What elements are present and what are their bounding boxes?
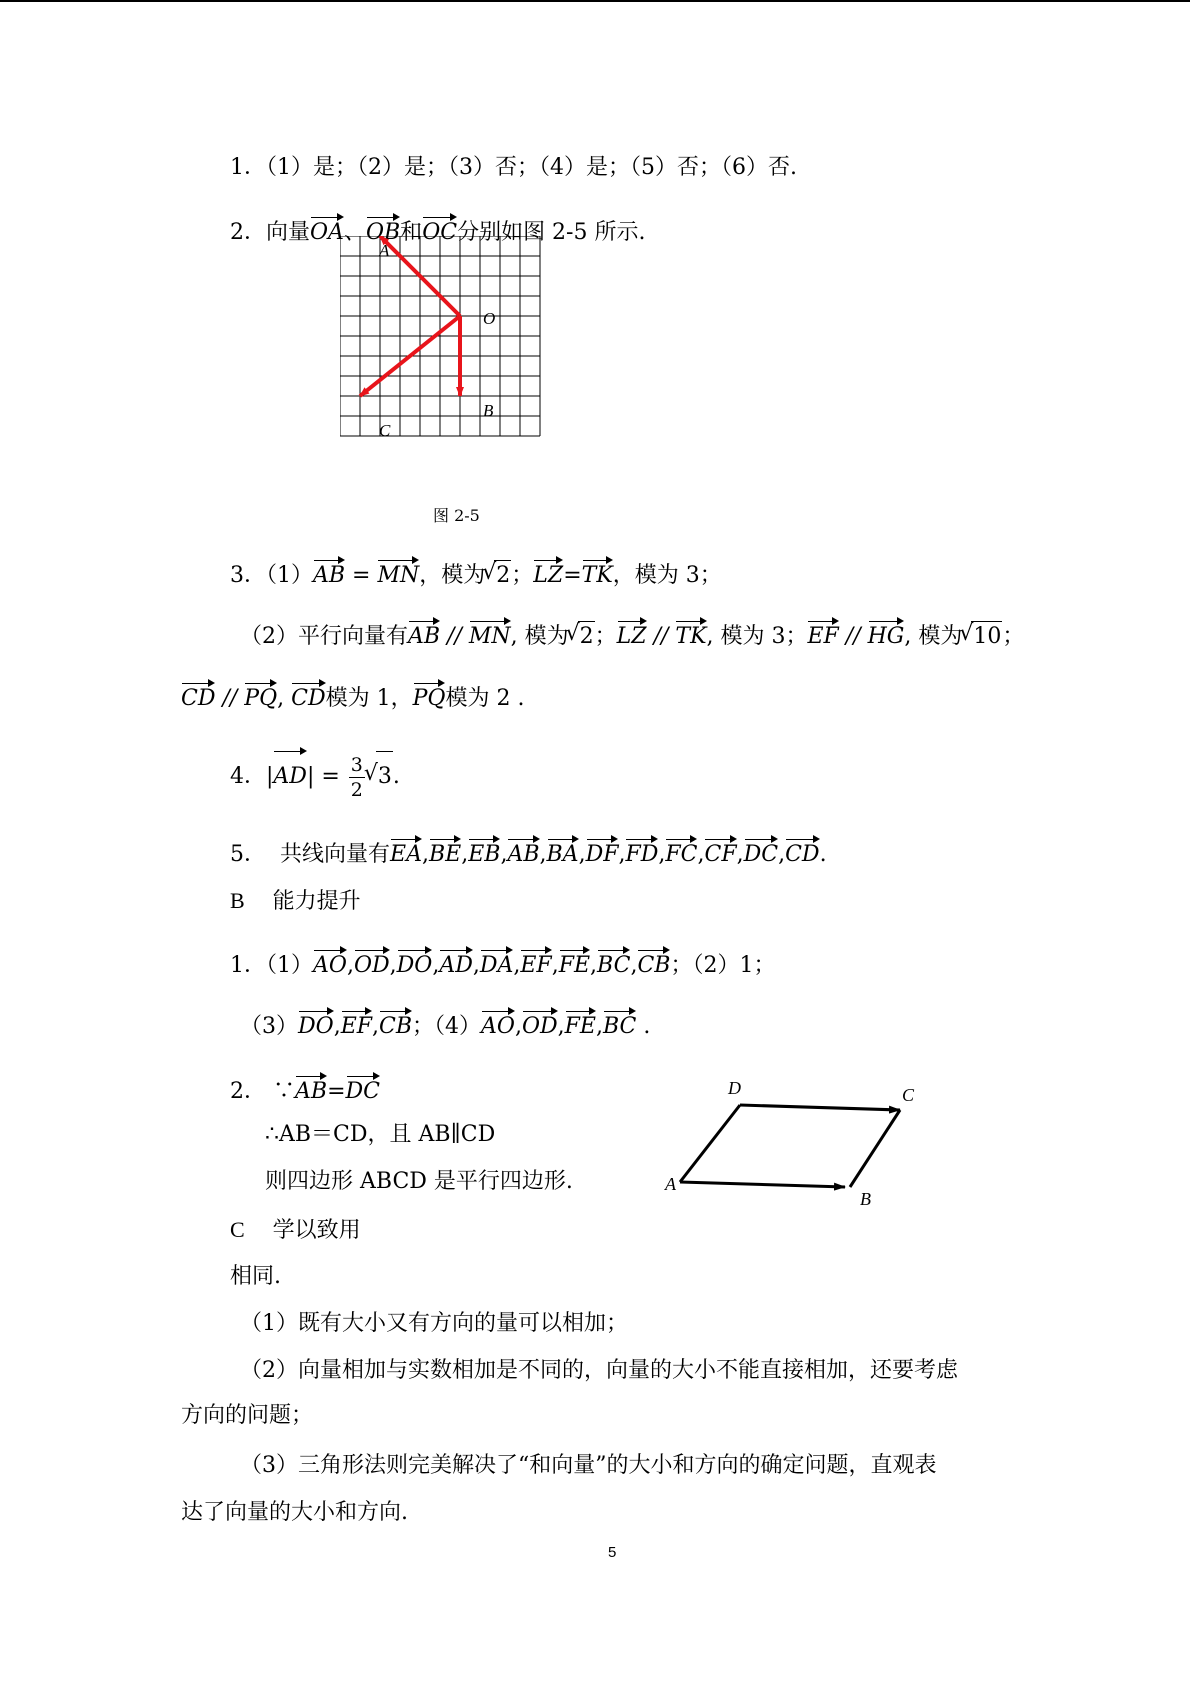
vector-label: FC xyxy=(665,836,697,870)
vector-label: AO xyxy=(481,1008,515,1042)
vector-label: DO xyxy=(397,947,433,981)
text: = xyxy=(345,563,378,588)
section-b-heading xyxy=(230,886,361,917)
text: ；（2）1； xyxy=(670,953,776,978)
vector-label: BE xyxy=(429,836,461,870)
list-separator: , xyxy=(595,1014,603,1039)
sqrt-value: √ 2 xyxy=(494,560,511,591)
text: （2）平行向量有 xyxy=(240,624,408,649)
text: 和 xyxy=(400,220,423,245)
text: （3） xyxy=(240,1014,298,1039)
answer-3-part1 xyxy=(230,557,722,591)
vector-label: FD xyxy=(625,836,658,870)
answer-1 xyxy=(230,153,797,183)
list-separator: , xyxy=(432,953,440,978)
text: 、 xyxy=(343,220,366,245)
answer-3-part3 xyxy=(181,680,524,714)
vector-label: HG xyxy=(868,618,905,652)
vector-label: AB xyxy=(408,618,440,652)
section-letter: B xyxy=(230,888,245,913)
fraction xyxy=(349,753,365,802)
vector-list xyxy=(313,953,670,978)
sqrt-value: √ 2 xyxy=(578,621,595,652)
list-separator: , xyxy=(389,953,397,978)
vector-label: CB xyxy=(637,947,670,981)
vertex-label-C: C xyxy=(902,1085,915,1105)
text: ，模为 3； xyxy=(612,563,722,588)
text: . xyxy=(636,1014,651,1039)
denominator: 2 xyxy=(350,778,363,801)
text: 向量 xyxy=(266,220,311,245)
text: 共线向量有 xyxy=(280,842,391,867)
answer-b1-line2 xyxy=(240,1008,650,1042)
list-separator: , xyxy=(618,842,626,867)
text: , 模为 xyxy=(904,624,963,649)
list-separator: , xyxy=(590,953,598,978)
vector-label: DC xyxy=(744,836,778,870)
list-separator: , xyxy=(514,1014,522,1039)
figure-caption: 图 2-5 xyxy=(433,506,480,525)
text: ； xyxy=(1002,624,1025,649)
text: （1） xyxy=(266,563,313,588)
text: ；（4） xyxy=(412,1014,482,1039)
answer-b1-line1 xyxy=(230,947,775,981)
vector-label: LZ xyxy=(617,618,647,652)
numerator: 3 xyxy=(350,753,363,776)
vector-label: CF xyxy=(704,836,736,870)
section-title: 能力提升 xyxy=(272,889,361,914)
vector-label: DC xyxy=(346,1073,380,1107)
item-number: 1． xyxy=(230,953,266,978)
side-AD xyxy=(680,1105,740,1182)
page-number: 5 xyxy=(608,1544,617,1561)
vector-label: TK xyxy=(582,557,613,591)
top-border xyxy=(0,0,1190,2)
vector-label: MN xyxy=(469,618,511,652)
vector-label: AB xyxy=(507,836,539,870)
item-number: 3． xyxy=(230,563,266,588)
vector-label: FE xyxy=(565,1008,596,1042)
text: , 模为 3； xyxy=(706,624,808,649)
text: // xyxy=(440,624,469,649)
vector-list xyxy=(390,842,820,867)
answer-b2-line2: ∴AB＝CD，且 AB∥CD xyxy=(265,1122,496,1147)
list-separator: , xyxy=(697,842,705,867)
answer-4 xyxy=(230,748,400,802)
parallelogram-figure xyxy=(660,1075,920,1210)
text: = xyxy=(563,563,582,588)
vector-label: OD xyxy=(354,947,390,981)
list-separator: , xyxy=(346,953,354,978)
section-letter: C xyxy=(230,1217,245,1242)
vector-label: MN xyxy=(377,557,419,591)
vector-label: CB xyxy=(379,1008,412,1042)
vector-label: BC xyxy=(597,947,630,981)
list-separator: , xyxy=(658,842,666,867)
text: . xyxy=(392,764,400,789)
list-separator: , xyxy=(461,842,469,867)
vertex-label-A: A xyxy=(665,1174,676,1194)
sqrt-value: √ 10 xyxy=(971,621,1002,652)
text: . xyxy=(819,842,827,867)
text: 分别如图 2-5 所示. xyxy=(457,220,646,245)
vector-label: AD xyxy=(439,947,473,981)
text: , xyxy=(277,686,292,711)
text: // xyxy=(838,624,868,649)
vector-label: EF xyxy=(341,1008,372,1042)
answer-c-line5: （3）三角形法则完美解决了“和向量”的大小和方向的确定问题，直观表 xyxy=(240,1453,937,1478)
vector-label: TK xyxy=(675,618,706,652)
vector-label: FE xyxy=(559,947,590,981)
text: 模为 2 . xyxy=(445,686,525,711)
list-separator: , xyxy=(333,1014,341,1039)
item-number: 1． xyxy=(230,155,266,180)
vertex-label-D: D xyxy=(728,1078,741,1098)
vector-label: DF xyxy=(586,836,619,870)
vector-label: AB xyxy=(313,557,345,591)
point-label-B: B xyxy=(483,401,494,420)
vector-label: PQ xyxy=(413,680,446,714)
answer-3-part2 xyxy=(240,618,1024,652)
answer-c-line6: 达了向量的大小和方向. xyxy=(181,1500,408,1525)
vector-label: PQ xyxy=(244,680,277,714)
vector-label: OA xyxy=(310,214,344,248)
text: = xyxy=(327,1079,346,1104)
vector-label: AB xyxy=(295,1073,327,1107)
section-title: 学以致用 xyxy=(272,1218,361,1243)
sqrt-value: √ 3 xyxy=(376,751,393,802)
vector-label: CD xyxy=(785,836,819,870)
answer-c-line3: （2）向量相加与实数相加是不同的，向量的大小不能直接相加，还要考虑 xyxy=(240,1358,958,1383)
text: （1） xyxy=(266,953,313,978)
point-label-A: A xyxy=(379,241,390,260)
list-separator: , xyxy=(557,1014,565,1039)
list-separator: , xyxy=(578,842,586,867)
text: | = xyxy=(306,764,347,789)
text: 模为 1， xyxy=(325,686,413,711)
text: , 模为 xyxy=(510,624,569,649)
text: ，模为 xyxy=(419,563,486,588)
list-separator: , xyxy=(778,842,786,867)
vector-list xyxy=(481,1014,636,1039)
point-label-O: O xyxy=(483,309,496,328)
text: // xyxy=(646,624,676,649)
vector-DC xyxy=(740,1105,900,1110)
vector-label: OC xyxy=(422,214,457,248)
answer-b2-line1 xyxy=(230,1073,380,1107)
vector-list xyxy=(298,1014,412,1039)
vector-label: EA xyxy=(390,836,422,870)
answer-text: （1）是；（2）是；（3）否；（4）是；（5）否；（6）否. xyxy=(266,155,797,180)
vector-label: CD xyxy=(291,680,325,714)
vector-label: DO xyxy=(298,1008,334,1042)
list-separator: , xyxy=(736,842,744,867)
side-CB xyxy=(850,1110,900,1187)
text: | xyxy=(266,764,274,789)
vector-label: AD xyxy=(273,748,307,802)
list-separator: , xyxy=(500,842,508,867)
answer-c-line1: 相同. xyxy=(230,1264,281,1289)
vector-label: AO xyxy=(313,947,347,981)
list-separator: , xyxy=(630,953,638,978)
list-separator: , xyxy=(539,842,547,867)
list-separator: , xyxy=(421,842,429,867)
vector-label: CD xyxy=(181,680,215,714)
answer-c-line4: 方向的问题； xyxy=(181,1403,314,1428)
vector-label: DA xyxy=(480,947,514,981)
point-label-C: C xyxy=(379,421,391,440)
list-separator: , xyxy=(513,953,521,978)
vertex-label-B: B xyxy=(860,1189,871,1209)
text: ； xyxy=(511,563,534,588)
list-separator: , xyxy=(551,953,559,978)
list-separator: , xyxy=(472,953,480,978)
vector-label: OD xyxy=(522,1008,558,1042)
item-number: 2． xyxy=(230,1079,266,1104)
vector-label: BC xyxy=(603,1008,636,1042)
vector-label: EB xyxy=(468,836,500,870)
vector-AB xyxy=(680,1182,845,1187)
text: ； xyxy=(594,624,617,649)
vector-label: EF xyxy=(807,618,838,652)
answer-5 xyxy=(230,836,827,870)
text: // xyxy=(215,686,245,711)
vector-label: EF xyxy=(520,947,551,981)
vector-label: OB xyxy=(366,214,400,248)
item-number: 4． xyxy=(230,764,266,789)
item-number: 2． xyxy=(230,220,266,245)
vector-label: BA xyxy=(547,836,579,870)
vector-label: LZ xyxy=(533,557,563,591)
because-symbol: ∵ xyxy=(273,1079,296,1104)
section-c-heading xyxy=(230,1215,361,1246)
list-separator: , xyxy=(372,1014,380,1039)
answer-b2-line3: 则四边形 ABCD 是平行四边形. xyxy=(265,1169,573,1194)
item-number: 5． xyxy=(230,842,266,867)
figure-2-5-grid xyxy=(340,236,580,476)
answer-c-line2: （1）既有大小又有方向的量可以相加； xyxy=(240,1311,628,1336)
